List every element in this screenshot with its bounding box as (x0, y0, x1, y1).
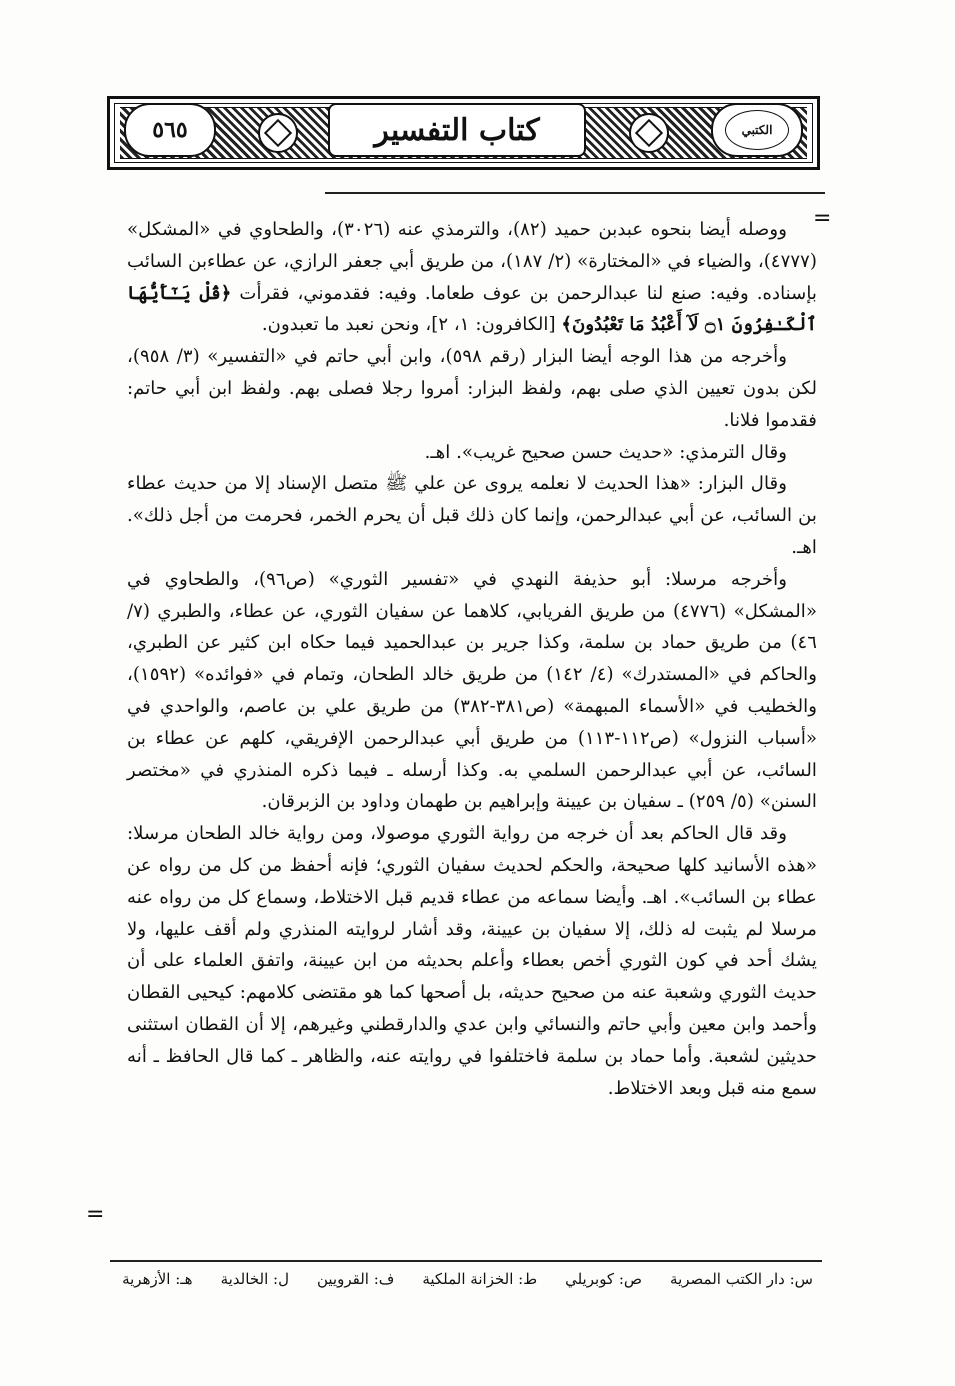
quran-verse: ﴿قُلْ يَـٰٓأَيُّهَا ٱلْكَـٰفِرُونَ ۝١ لَآ أَعْبُدُ مَا تَعْبُدُونَ﴾ (127, 282, 817, 336)
publisher-logo-cartouche (711, 103, 803, 157)
publisher-logo-text: الكتبي (741, 123, 773, 137)
manuscript-legend (123, 1270, 813, 1288)
paragraph (127, 468, 817, 563)
paragraph (127, 564, 817, 818)
ornament-knot-icon (629, 113, 669, 153)
title-cartouche (328, 103, 586, 157)
legend-item: ص: كوبريلي (565, 1270, 643, 1288)
legend-item: ل: الخالدية (220, 1270, 289, 1288)
legend-item: ط: الخزانة الملكية (422, 1270, 538, 1288)
ornament-knot-icon (258, 113, 298, 153)
body-text (127, 214, 817, 1104)
paragraph-text: ووصله أيضا بنحوه عبدبن حميد (٨٢)، والترمذي عنه (٣٠٢٦)، والطحاوي في «المشكل» (٤٧٧٧)، والضياء في «المختارة» (٢/ ١٨٧)، من طريق أبي جعفر الرازي، عن عطاءبن السائب بإسناده. وفيه: صنع لنا عبدالرحمن بن عوف طعاما. وفيه: فقدموني، فقرأت (127, 219, 817, 304)
paragraph-text: وأخرجه مرسلا: أبو حذيفة النهدي في «تفسير الثوري» (ص٩٦)، والطحاوي في «المشكل» (٤٧٧٦) من طريق الفريابي، كلاهما عن سفيان الثوري، عن عطاء، والطبري (٧/ ٤٦) من طريق حماد بن سلمة، وكذا جرير بن عبدالحميد فيما حكاه ابن كثير عن الطبري، والحاكم في «المستدرك» (٤/ ١٤٢) من طريق خالد الطحان، وتمام في «فوائده» (١٥٩٢)، والخطيب في «الأسماء المبهمة» (ص٣٨١-٣٨٢) من طريق علي بن عاصم، والواحدي في «أسباب النزول» (ص١١٢-١١٣) من طريق أبي عبدالرحمن الإفريقي، كلهم عن عطاء بن السائب، عن أبي عبدالرحمن السلمي به. وكذا أرسله ـ فيما ذكره المنذري في «مختصر السنن» (٥/ ٢٥٩) ـ سفيان بن عيينة وإبراهيم بن طهمان وداود بن الزبرقان. (127, 568, 817, 813)
paragraph-text: وأخرجه من هذا الوجه أيضا البزار (رقم ٥٩٨)، وابن أبي حاتم في «التفسير» (٣/ ٩٥٨)، لكن بدون تعيين الذي صلى بهم، ولفظ البزار: أمروا رجلا فصلى بهم. ولفظ ابن أبي حاتم: فقدموا فلانا. (127, 346, 817, 431)
book-title: كتاب التفسير (374, 112, 540, 148)
paragraph (127, 214, 817, 341)
paragraph (127, 818, 817, 1104)
margin-mark-bottom: = (86, 1202, 105, 1227)
footer-divider (110, 1260, 822, 1262)
legend-item: هـ: الأزهرية (122, 1270, 193, 1288)
paragraph-text: وقد قال الحاكم بعد أن خرجه من رواية الثوري موصولا، ومن رواية خالد الطحان مرسلا: «هذه الأسانيد كلها صحيحة، والحكم لحديث سفيان الثوري؛ فإنه أحفظ من كل من رواه عن عطاء بن السائب». اهـ. وأيضا سماعه من عطاء قديم قبل الاختلاط، وسماع كل من رواه عنه مرسلا لم يثبت له ذلك، إلا سفيان بن عيينة، وقد أشار لروايته المنذري ولم أقف عليها، ولا يشك أحد في كون الثوري أخص بعطاء وأعلم بحديثه من ابن عيينة، واتفق العلماء على أن حديث الثوري وشعبة عنه من صحيح حديثه، بل أصحها كما هو مقتضى كلامهم: كيحيى القطان وأحمد وابن معين وأبي حاتم والنسائي وابن عدي والدارقطني وغيرهم، إلا أن القطان استثنى حديثين لشعبة. وأما حماد بن سلمة فاختلفوا في روايته عنه، والظاهر ـ كما قال الحافظ ـ أنه سمع منه قبل وبعد الاختلاط. (127, 823, 817, 1099)
legend-item: س: دار الكتب المصرية (670, 1270, 813, 1288)
page-number: ٥٦٥ (152, 117, 188, 143)
paragraph-text: وقال البزار: «هذا الحديث لا نعلمه يروى عن علي ﷺ متصل الإسناد إلا من حديث عطاء بن السائب، عن أبي عبدالرحمن، وإنما كان ذلك قبل أن يحرم الخمر، فحرمت من أجل ذلك». اهـ. (127, 473, 817, 558)
page-header (107, 96, 820, 170)
paragraph (127, 341, 817, 436)
margin-mark-top: = (813, 206, 832, 231)
publisher-logo (725, 110, 789, 150)
paragraph-text: [الكافرون: ١، ٢]، ونحن نعبد ما تعبدون. (261, 314, 562, 336)
page-number-cartouche (124, 103, 216, 157)
paragraph (127, 437, 817, 469)
top-divider (325, 192, 825, 194)
legend-item: ف: القرويين (316, 1270, 395, 1288)
paragraph-text: وقال الترمذي: «حديث حسن صحيح غريب». اهـ. (424, 441, 787, 463)
